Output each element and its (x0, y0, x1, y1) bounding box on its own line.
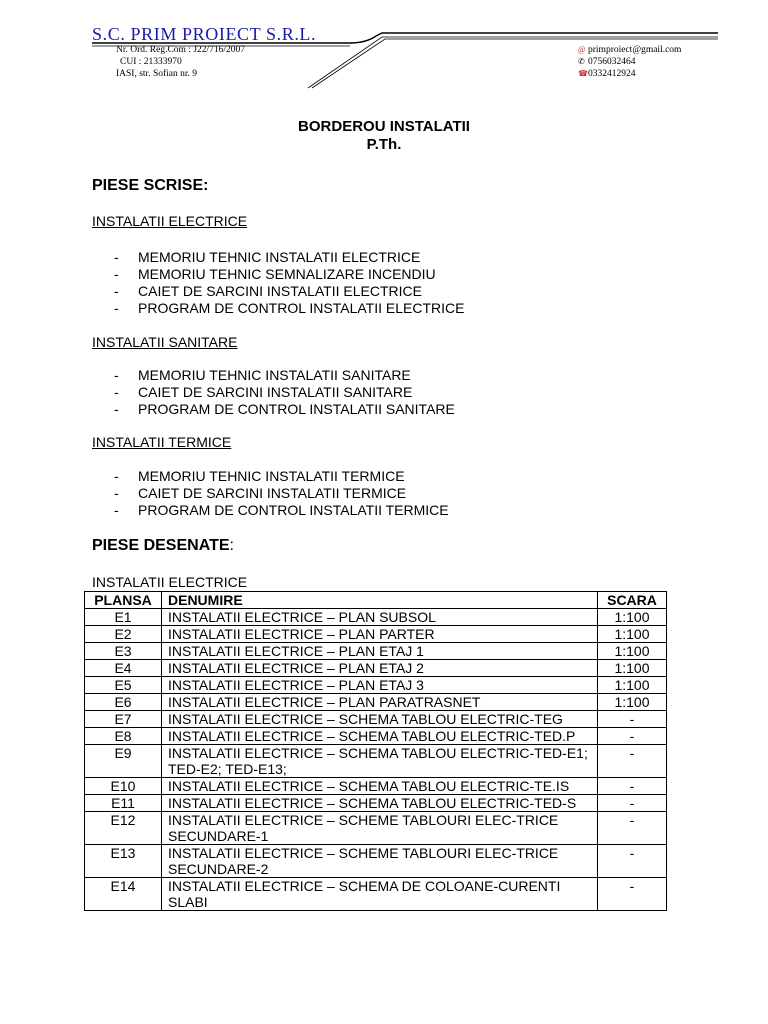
cell-plansa: E5 (85, 677, 162, 694)
table-row (85, 677, 667, 694)
cell-scara: 1:100 (598, 677, 667, 694)
table-row (85, 845, 667, 878)
cell-denumire: INSTALATII ELECTRICE – PLAN PARTER (162, 626, 598, 643)
cell-scara: 1:100 (598, 643, 667, 660)
cell-plansa: E6 (85, 694, 162, 711)
company-details (116, 44, 245, 80)
mobile-phone-icon: ✆ (578, 57, 585, 66)
cell-denumire: INSTALATII ELECTRICE – SCHEME TABLOURI ELEC-TRICE SECUNDARE-1 (162, 812, 598, 845)
cell-plansa: E2 (85, 626, 162, 643)
table-row (85, 778, 667, 795)
cell-scara: - (598, 845, 667, 878)
cell-scara: - (598, 778, 667, 795)
cell-plansa: E7 (85, 711, 162, 728)
cell-denumire: INSTALATII ELECTRICE – SCHEMA TABLOU ELECTRIC-TEG (162, 711, 598, 728)
section-title-sanitare: INSTALATII SANITARE (92, 334, 238, 350)
cell-denumire: INSTALATII ELECTRICE – SCHEMA TABLOU ELECTRIC-TED.P (162, 728, 598, 745)
list-item: - MEMORIU TEHNIC SEMNALIZARE INCENDIU (114, 266, 436, 282)
cell-scara: - (598, 878, 667, 911)
cell-denumire: INSTALATII ELECTRICE – SCHEME TABLOURI ELEC-TRICE SECUNDARE-2 (162, 845, 598, 878)
cell-scara: - (598, 795, 667, 812)
section-title-termice: INSTALATII TERMICE (92, 434, 232, 450)
phone-number: 0332412924 (588, 69, 636, 79)
drawings-table (84, 591, 667, 911)
list-item: - MEMORIU TEHNIC INSTALATII ELECTRICE (114, 249, 421, 265)
cell-plansa: E11 (85, 795, 162, 812)
column-header-denumire: DENUMIRE (162, 592, 598, 609)
cell-scara: 1:100 (598, 694, 667, 711)
table-row (85, 812, 667, 845)
table-row (85, 795, 667, 812)
list-termice (114, 468, 449, 519)
cell-scara: - (598, 711, 667, 728)
cell-denumire: INSTALATII ELECTRICE – SCHEMA TABLOU ELECTRIC-TE.IS (162, 778, 598, 795)
list-item: - CAIET DE SARCINI INSTALATII SANITARE (114, 384, 413, 400)
cell-denumire: INSTALATII ELECTRICE – PLAN ETAJ 1 (162, 643, 598, 660)
table-row (85, 711, 667, 728)
cell-plansa: E8 (85, 728, 162, 745)
email-icon: @ (578, 45, 586, 54)
column-header-plansa: PLANSA (85, 592, 162, 609)
list-item: - MEMORIU TEHNIC INSTALATII SANITARE (114, 367, 411, 383)
list-item: - CAIET DE SARCINI INSTALATII TERMICE (114, 485, 407, 501)
table-row (85, 745, 667, 778)
cell-scara: 1:100 (598, 609, 667, 626)
cell-denumire: INSTALATII ELECTRICE – PLAN ETAJ 2 (162, 660, 598, 677)
list-item: - PROGRAM DE CONTROL INSTALATII SANITARE (114, 401, 455, 417)
cell-denumire: INSTALATII ELECTRICE – PLAN ETAJ 3 (162, 677, 598, 694)
drawings-table-caption: INSTALATII ELECTRICE (92, 574, 248, 590)
list-electrice (114, 249, 464, 317)
table-row (85, 609, 667, 626)
written-parts-heading: PIESE SCRISE: (92, 177, 209, 194)
cell-denumire: INSTALATII ELECTRICE – PLAN PARATRASNET (162, 694, 598, 711)
cell-denumire: INSTALATII ELECTRICE – SCHEMA TABLOU ELECTRIC-TED-S (162, 795, 598, 812)
table-row (85, 660, 667, 677)
title-line-2: P.Th. (366, 136, 402, 153)
cell-plansa: E12 (85, 812, 162, 845)
document-title (0, 118, 768, 154)
company-name: S.C. PRIM PROIECT S.R.L. (92, 24, 317, 44)
cell-denumire: INSTALATII ELECTRICE – SCHEMA TABLOU ELECTRIC-TED-E1; TED-E2; TED-E13; (162, 745, 598, 778)
cell-scara: 1:100 (598, 660, 667, 677)
list-item: - MEMORIU TEHNIC INSTALATII TERMICE (114, 468, 405, 484)
company-address: IASI, str. Sofian nr. 9 (116, 69, 198, 79)
title-line-1: BORDEROU INSTALATII (298, 118, 470, 135)
drawings-heading: PIESE DESENATE: (92, 537, 234, 554)
cell-denumire: INSTALATII ELECTRICE – SCHEMA DE COLOANE-CURENTI SLABI (162, 878, 598, 911)
cell-plansa: E14 (85, 878, 162, 911)
cell-scara: - (598, 812, 667, 845)
cell-plansa: E10 (85, 778, 162, 795)
mobile-number: 0756032464 (588, 57, 636, 67)
cell-plansa: E1 (85, 609, 162, 626)
list-item: - PROGRAM DE CONTROL INSTALATII TERMICE (114, 502, 449, 518)
list-sanitare (114, 367, 455, 418)
table-row (85, 728, 667, 745)
table-row (85, 694, 667, 711)
column-header-scara: SCARA (598, 592, 667, 609)
table-row (85, 878, 667, 911)
cell-denumire: INSTALATII ELECTRICE – PLAN SUBSOL (162, 609, 598, 626)
cui-number: CUI : 21333970 (120, 57, 182, 67)
list-item: - CAIET DE SARCINI INSTALATII ELECTRICE (114, 283, 422, 299)
email-address: primproiect@gmail.com (588, 45, 682, 55)
table-row (85, 626, 667, 643)
reg-com-number: Nr. Ord. Reg.Com : J22/716/2007 (116, 45, 246, 55)
section-title-electrice: INSTALATII ELECTRICE (92, 213, 248, 229)
cell-plansa: E3 (85, 643, 162, 660)
telephone-icon: ☎ (578, 69, 588, 78)
cell-scara: - (598, 745, 667, 778)
cell-plansa: E9 (85, 745, 162, 778)
company-contacts (578, 44, 681, 80)
cell-plansa: E13 (85, 845, 162, 878)
list-item: - PROGRAM DE CONTROL INSTALATII ELECTRICE (114, 300, 465, 316)
table-body (85, 609, 667, 911)
cell-plansa: E4 (85, 660, 162, 677)
cell-scara: - (598, 728, 667, 745)
table-header-row (85, 592, 667, 609)
cell-scara: 1:100 (598, 626, 667, 643)
table-row (85, 643, 667, 660)
